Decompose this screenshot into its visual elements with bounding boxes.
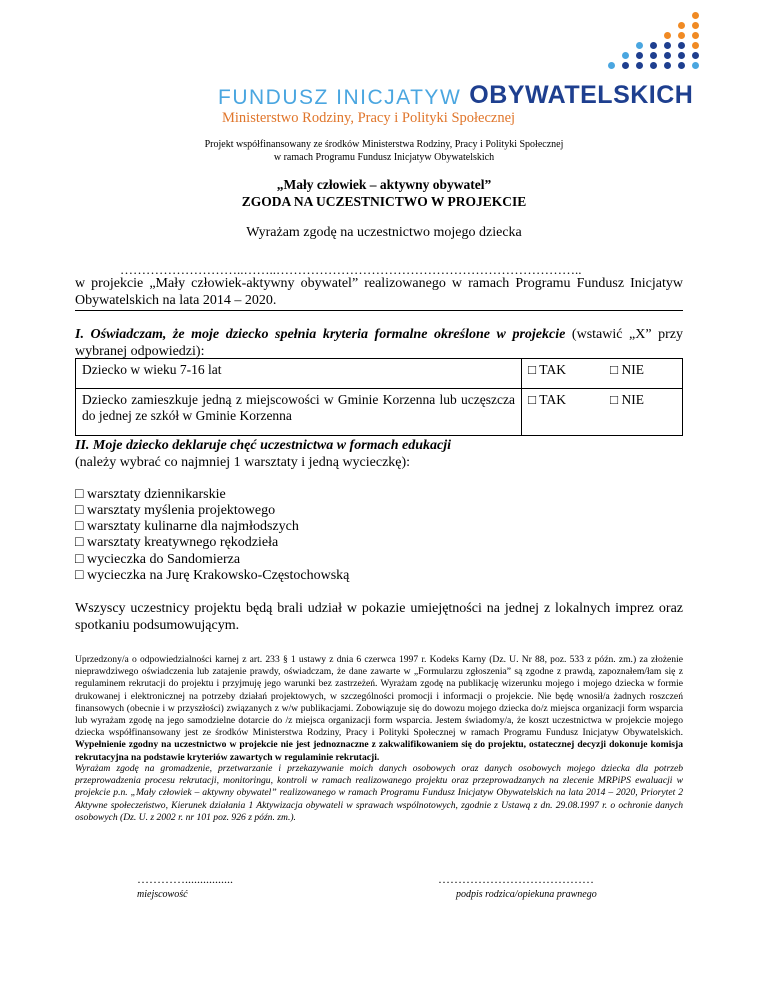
logo-dot: [636, 42, 643, 49]
document-title: [0, 176, 768, 210]
trip-list: [75, 552, 349, 584]
workshop-list: [75, 487, 299, 551]
table-row: [76, 389, 683, 436]
logo-dot: [678, 32, 685, 39]
form-title: ZGODA NA UCZESTNICTWO W PROJEKCIE: [241, 194, 527, 209]
logo-dot: [650, 42, 657, 49]
logo-text-bold: OBYWATELSKICH: [469, 82, 694, 109]
criteria-table: [75, 358, 683, 436]
cofunding-line-1: Projekt współfinansowany ze środków Ministerstwa Rodziny, Pracy i Polityki Społecznej: [204, 139, 564, 150]
section-1-title: I. Oświadczam, że moje dziecko spełnia kryteria formalne określone w projekcie: [75, 327, 566, 342]
signature-label: podpis rodzica/opiekuna prawnego: [456, 889, 597, 900]
divider: [75, 310, 683, 311]
logo-dot: [664, 52, 671, 59]
section-2-note: (należy wybrać co najmniej 1 warsztaty i jedną wycieczkę):: [75, 454, 411, 470]
workshop-option[interactable]: □ warsztaty dziennikarskie: [75, 487, 226, 502]
project-name: „Mały człowiek – aktywny obywatel”: [276, 177, 492, 192]
checkbox-tak-age[interactable]: □ TAK: [522, 359, 605, 389]
logo-dot: [678, 42, 685, 49]
dots-logo-icon: [608, 12, 708, 72]
workshop-option[interactable]: □ warsztaty kulinarne dla najmłodszych: [75, 519, 299, 534]
cofunding-note: [0, 138, 768, 164]
logo-dot: [622, 52, 629, 59]
logo-dot: [608, 62, 615, 69]
section-1-heading: [75, 327, 683, 360]
workshop-option[interactable]: □ warsztaty kreatywnego rękodzieła: [75, 535, 279, 550]
section-2-title: II. Moje dziecko deklaruje chęć uczestnictwa w formach edukacji: [75, 438, 452, 453]
place-label: miejscowość: [137, 889, 188, 900]
legal-statement: [75, 654, 683, 764]
project-paragraph: w projekcie „Mały człowiek-aktywny obywatel” realizowanego w ramach Programu Fundusz Inicjatyw Obywatelskich na lata 2014 – 2020.: [75, 276, 683, 308]
place-field[interactable]: …………................: [137, 872, 233, 886]
logo-dot: [692, 62, 699, 69]
ministry-name: Ministerstwo Rodziny, Pracy i Polityki Społecznej: [222, 110, 516, 126]
logo-dot: [692, 22, 699, 29]
table-row: [76, 359, 683, 389]
logo-dot: [650, 62, 657, 69]
legal-statement-bold: Wypełnienie zgodny na uczestnictwo w projekcie nie jest jednoznaczne z zakwalifikowaniem się do projektu, ostatecznej decyzji dokonuje komisja rekrutacyjna na podstawie kryteriów zawartych w regulaminie rekrutacji.: [75, 739, 683, 763]
cofunding-line-2: w ramach Programu Fundusz Inicjatyw Obywatelskich: [273, 152, 495, 163]
fio-logo: [218, 82, 703, 110]
logo-dot: [664, 32, 671, 39]
logo-dot: [678, 22, 685, 29]
logo-dot: [664, 42, 671, 49]
data-consent-statement: Wyrażam zgodę na gromadzenie, przetwarzanie i przekazywanie moich danych osobowych oraz danych osobowych mojego dziecka dla potrzeb przeprowadzenia procesu rekrutacji, monitoringu, kontroli w ramach realizowanego projektu oraz przeprowadzanych na zlecenie MRPiPS ewaluacji w projekcie p.n. „Mały człowiek – aktywny obywatel” realizowanego w ramach Programu Fundusz Inicjatyw Obywatelskich na lata 2014 – 2020, Priorytet 2 Aktywne społeczeństwo, Kierunek działania 1 Aktywizacja obywateli w sprawach wspólnotowych, zgodnie z Ustawą z dn. 29.08.1997 r. o ochronie danych osobowych (Dz. U. z 2002 r. nr 101 poz. 926 z późn. zm.).: [75, 763, 683, 823]
checkbox-nie-residence[interactable]: □ NIE: [604, 389, 683, 436]
logo-dot: [692, 52, 699, 59]
consent-line: Wyrażam zgodę na uczestnictwo mojego dziecka: [246, 225, 522, 240]
logo-dot: [664, 62, 671, 69]
logo-dot: [678, 52, 685, 59]
checkbox-nie-age[interactable]: □ NIE: [604, 359, 683, 389]
signature-field[interactable]: …………………………………: [438, 872, 594, 886]
logo-text-light: FUNDUSZ INICJATYW: [218, 86, 462, 109]
logo-dot: [636, 52, 643, 59]
section-1-note: (wstawić „X” przy wybranej odpowiedzi):: [75, 327, 684, 359]
trip-option[interactable]: □ wycieczka do Sandomierza: [75, 552, 241, 567]
child-name-field[interactable]: ………………………..……..……………………………………………………………..: [120, 262, 582, 277]
logo-dot: [692, 42, 699, 49]
checkbox-tak-residence[interactable]: □ TAK: [522, 389, 605, 436]
trip-option[interactable]: □ wycieczka na Jurę Krakowsko-Częstochowską: [75, 568, 350, 583]
show-paragraph: Wszyscy uczestnicy projektu będą brali udział w pokazie umiejętności na jednej z lokalnych imprez oraz spotkaniu podsumowującym.: [75, 601, 683, 633]
logo-dot: [636, 62, 643, 69]
logo-dot: [622, 62, 629, 69]
logo-dot: [650, 52, 657, 59]
criteria-question: Dziecko zamieszkuje jedną z miejscowości w Gminie Korzenna lub uczęszcza do jednej ze szkół w Gminie Korzenna: [76, 389, 522, 436]
logo-dot: [692, 32, 699, 39]
logo-dot: [678, 62, 685, 69]
legal-statement-text: Uprzedzony/a o odpowiedzialności karnej z art. 233 § 1 ustawy z dnia 6 czerwca 1997 r. Kodeks Karny (Dz. U. Nr 88, poz. 533 z późn. zm.) za złożenie nieprawdziwego oświadczenia lub zatajenie prawdy, oświadczam, że dane zawarte w „Formularzu zgłoszenia” są zgodne z prawdą, zapoznałem/łam się z regulaminem rekrutacji do projektu i przyjmuję jego warunki bez zastrzeżeń. Wyrażam zgodę na publikację wizerunku mojego i mojego dziecka w formie drukowanej i elektronicznej na potrzeby działań projektowych, w szczególności promocji i informacji o projekcie. Nie będę wnosił/a żadnych roszczeń finansowych (obecnie i w przyszłości) związanych z w/w publikacjami. Zobowiązuje się do dowozu mojego dziecka do/z miejsca organizacji form wsparcia lub wyrażam zgodę na jego samodzielne dotarcie do /z miejsca organizacji form wsparcia. Jestem świadomy/a, że koszt uczestnictwa w projekcie mojego dziecka współfinansowany jest ze środków Ministerstwa Rodziny, Pracy i Polityki Społecznej w ramach Programu Fundusz Inicjatyw Obywatelskich.: [75, 654, 683, 739]
section-2-heading: [75, 438, 683, 471]
workshop-option[interactable]: □ warsztaty myślenia projektowego: [75, 503, 276, 518]
criteria-question: Dziecko w wieku 7-16 lat: [76, 359, 522, 389]
logo-dot: [692, 12, 699, 19]
